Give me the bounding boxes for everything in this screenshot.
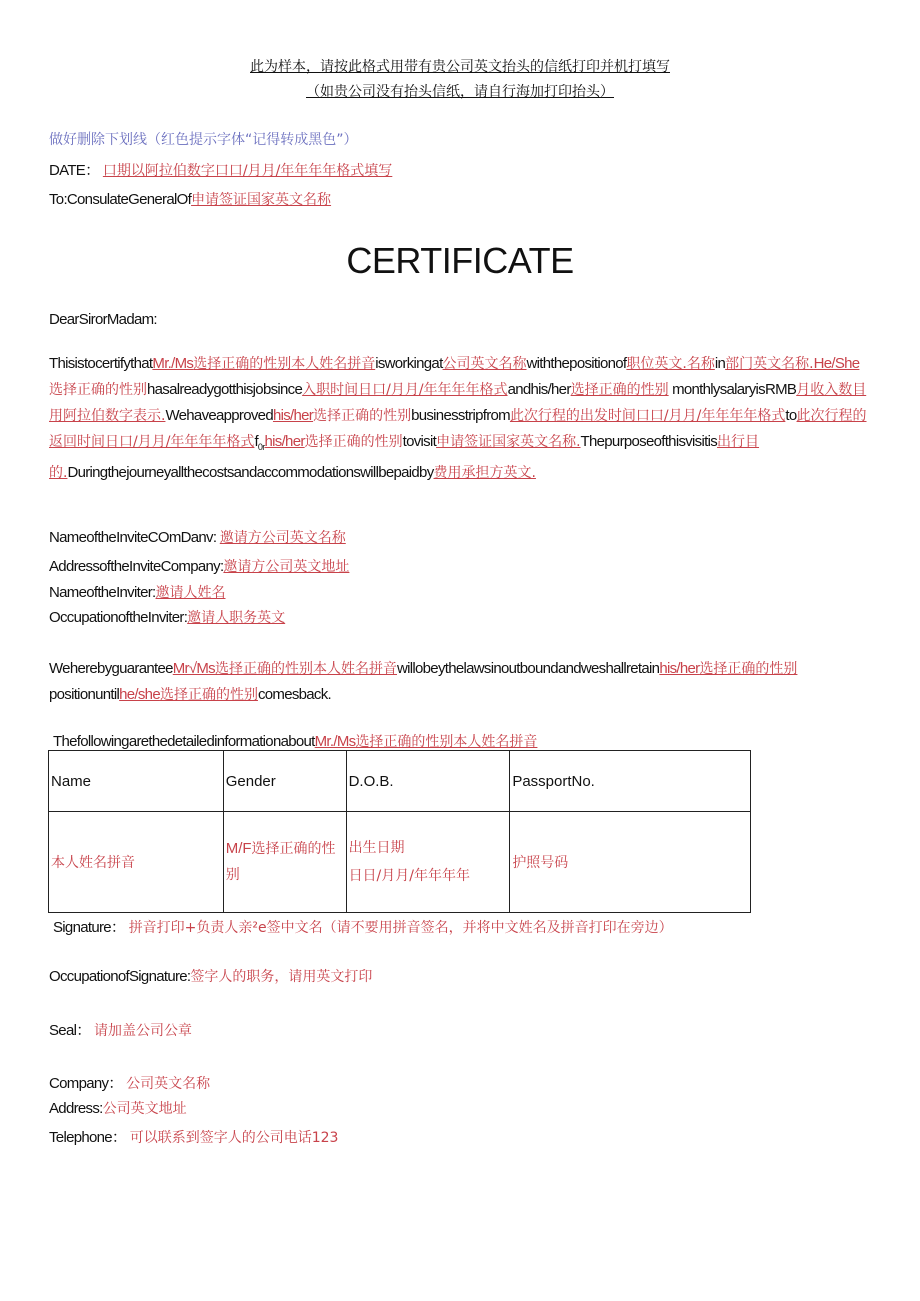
guarantee-field-title: Mr√Ms [172,660,215,677]
body-text: tovisit [402,433,437,450]
body-field-gender: 选择正确的性别 [49,382,147,398]
inviter-name-line [49,582,226,602]
body-text: Wehaveapproved [165,407,273,424]
table-row [49,812,751,913]
gender-instruction: 选择正确的性别 [225,841,336,883]
seal-label: Seal： [49,1022,91,1039]
telephone-value: 可以联系到签字人的公司电话123 [129,1130,339,1146]
body-field-gender: 选择正确的性别 [304,434,403,450]
inviter-name-value: 邀请人姓名 [155,585,226,601]
body-field-return-date: 此次行程的返回时间日口/月月/年年年年格式 [49,408,867,450]
body-text: monthlysalaryisRMB [672,381,797,398]
body-field-title: Mr./Ms [152,355,194,372]
inviter-company-label: NameoftheInviteCOmDanv: [49,529,217,546]
telephone-label: Telephone： [49,1129,127,1146]
body-text: hasalreadygotthisjobsince [147,381,303,398]
guarantee-text: Weherebyguarantee [49,660,173,677]
seal-value: 请加盖公司公章 [94,1023,192,1039]
guarantee-text: comesback. [257,686,332,703]
to-label: To:ConsulateGeneralOf [49,191,192,208]
body-text-subscript: 0r [257,442,265,452]
address-value: 公司英文地址 [102,1101,187,1117]
signature-occupation-label: OccupationofSignature: [49,968,191,985]
certificate-body-paragraph [49,351,869,486]
table-cell-passport: 护照号码 [510,812,751,913]
body-text: Thepurposeofthisvisitis [580,433,718,450]
header-instruction-line-1: 此为样本，请按此格式用带有贵公司英文抬头的信纸打印并机打填写 [250,59,670,75]
body-field-pronoun: his/her [264,433,305,450]
details-intro [53,731,537,751]
body-text: isworkingat [375,355,443,372]
signature-value: 拼音打印+负责人亲²e签中文名（请不要用拼音签名，并将中文姓名及拼音打印在旁边） [128,920,673,936]
table-header-dob: D.O.B. [346,751,510,812]
guarantee-text: willobeythelawsinoutboundandweshallretain [396,660,660,677]
table-header-passport: PassportNo. [510,751,751,812]
dob-line-2: 日日/月月/年年年年 [348,868,470,884]
gender-option-text: M/F [225,840,252,857]
details-intro-text: Thefollowingarethedetailedinformationabout [53,733,315,750]
company-label: Company： [49,1075,123,1092]
details-intro-title: Mr./Ms [314,733,356,750]
body-field-country: 申请签证国家英文名称. [436,434,581,450]
address-label: Address: [49,1100,103,1117]
inviter-company-value: 邀请方公司英文名称 [219,530,346,546]
body-field-name: 选择正确的性别本人姓名拼音 [193,356,376,372]
inviter-occupation-label: OccupationoftheInviter: [49,609,188,626]
body-field-payer: 费用承担方英文. [433,465,536,481]
signature-label: Signature： [53,919,126,936]
telephone-line [49,1126,338,1147]
body-field-gender: 选择正确的性别 [570,382,669,398]
signature-occupation-line [49,966,372,986]
inviter-occupation-line [49,607,285,627]
date-label: DATE： [49,162,100,179]
guarantee-field-pronoun: he/she [119,686,160,703]
body-text: to [785,407,797,424]
salutation: DearSirorMadam: [49,311,157,328]
guarantee-paragraph [49,656,869,708]
inviter-address-line [49,556,349,576]
table-header-gender: Gender [223,751,346,812]
body-text: f [254,433,258,450]
signature-occupation-value: 签字人的职务，请用英文打印 [190,969,373,985]
guarantee-field-name: 选择正确的性别本人姓名拼音 [214,661,397,677]
body-field-salary: 月收入数目用阿拉伯数字表示. [49,382,867,424]
body-field-position: 职位英文.名称 [626,356,715,372]
address-line [49,1098,187,1118]
applicant-info-table [48,750,751,913]
body-text: in [714,355,726,372]
dob-line-1: 出生日期 [348,840,405,856]
table-cell-name: 本人姓名拼音 [49,812,224,913]
inviter-address-label: AddressoftheInviteCompany: [49,558,224,575]
table-header-row [49,751,751,812]
body-field-pronoun: his/her [272,407,314,424]
signature-line [53,916,673,937]
inviter-address-value: 邀请方公司英文地址 [223,559,350,575]
header-instruction-line-2: （如贵公司没有抬头信纸，请自行海加打印抬头） [306,84,614,100]
document-title: CERTIFICATE [346,240,574,281]
inviter-company-line [49,527,346,547]
body-field-start-date: 入职时间日口/月月/年年年年格式 [302,382,508,398]
guarantee-text: positionuntil [49,686,120,703]
table-cell-dob [346,812,510,913]
company-line [49,1072,210,1093]
inviter-name-label: NameoftheInviter: [49,584,156,601]
to-value: 申请签证国家英文名称 [191,192,332,208]
body-field-purpose: 出行目的. [49,434,760,481]
body-field-pronoun: He/She [813,355,860,372]
date-line [49,159,392,180]
body-text: businesstripfrom [411,407,510,424]
body-text: withthepositionof [526,355,627,372]
seal-line [49,1019,192,1040]
to-line [49,189,331,209]
company-value: 公司英文名称 [126,1076,211,1092]
body-text: Duringthejourneyallthecostsandaccommodationswillbepaidby [67,464,434,481]
body-field-gender: 选择正确的性别 [313,408,412,424]
formatting-notice: 做好删除下划线（红色提示字体“记得转成黑色”） [49,132,358,148]
guarantee-field-gender: 选择正确的性别 [159,687,258,703]
details-intro-name: 选择正确的性别本人姓名拼音 [355,734,538,750]
guarantee-field-gender: 选择正确的性别 [699,661,798,677]
body-text: Thisistocertifythat [49,355,153,372]
table-header-name: Name [49,751,224,812]
body-field-departure-date: 此次行程的出发时间口口/月月/年年年年格式 [509,408,786,424]
date-value: 口期以阿拉伯数字口口/月月/年年年年格式填写 [102,163,393,179]
table-cell-gender [223,812,346,913]
guarantee-field-pronoun: his/her [659,660,700,677]
inviter-occupation-value: 邀请人职务英文 [187,610,286,626]
body-field-company: 公司英文名称 [442,356,527,372]
body-field-department: 部门英文名称. [725,356,814,372]
body-text: andhis/her [507,381,571,398]
